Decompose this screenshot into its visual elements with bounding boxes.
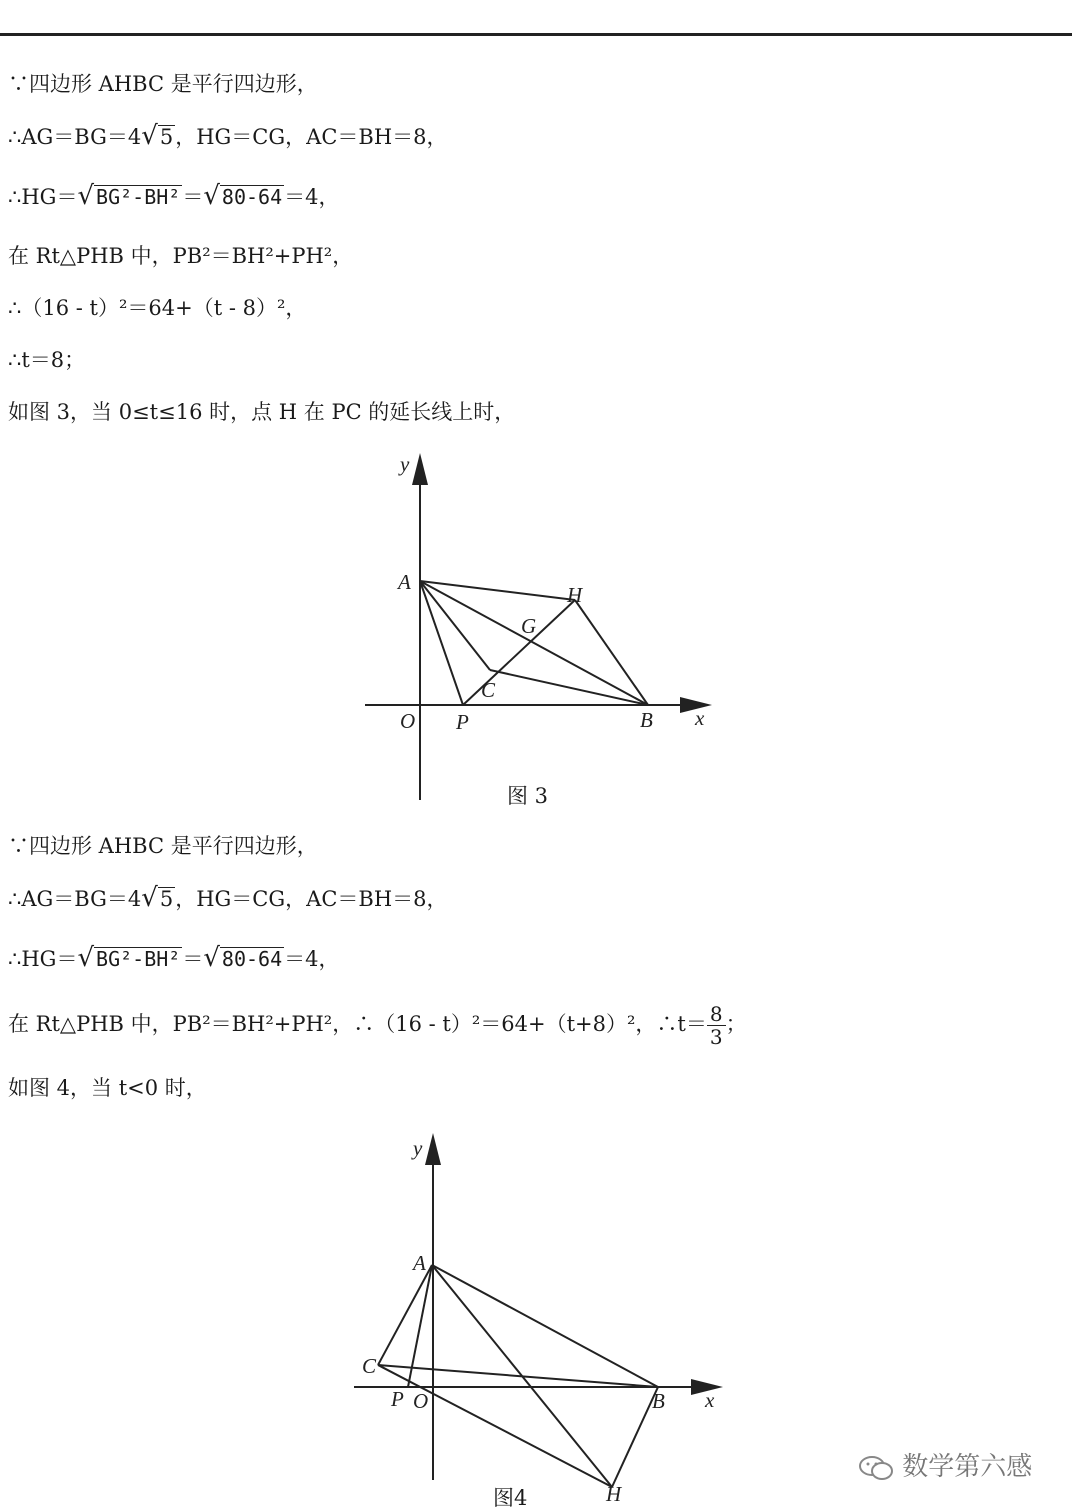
watermark xyxy=(858,1446,1032,1483)
label-G: G xyxy=(521,614,537,638)
watermark-text: 数学第六感 xyxy=(902,1452,1033,1482)
top-rule xyxy=(0,33,1072,36)
figure-3-caption: 图 3 xyxy=(507,784,549,808)
radical-sign: √ xyxy=(141,883,158,913)
segment-AC xyxy=(378,1265,432,1365)
text-line: 在 Rt△PHB 中，PB²＝BH²+PH²， xyxy=(8,244,354,268)
label-y: y xyxy=(400,452,410,476)
segment-CH xyxy=(378,1365,612,1487)
text-segment: ＝4， xyxy=(284,947,340,971)
text-segment: ∴AG＝BG＝4 xyxy=(8,887,142,911)
text-line xyxy=(8,1003,747,1048)
text-line: ∴t＝8； xyxy=(8,348,86,372)
label-O: O xyxy=(413,1389,429,1413)
text-line: ∵四边形 AHBC 是平行四边形， xyxy=(8,72,318,96)
text-line xyxy=(8,122,448,151)
segment-CB xyxy=(378,1365,658,1387)
text-line: ∴（16 - t）²＝64+（t - 8）²， xyxy=(8,296,307,320)
text-line: 如图 3，当 0≤t≤16 时，点 H 在 PC 的延长线上时， xyxy=(8,400,516,424)
radical-sign: √ xyxy=(141,121,158,151)
label-P: P xyxy=(391,1387,404,1411)
text-segment: ＝ xyxy=(182,947,204,971)
wechat-icon xyxy=(858,1454,894,1482)
fraction-numerator: 8 xyxy=(707,1003,726,1026)
radicand: BG²-BH² xyxy=(96,185,181,209)
radical-sign: √ xyxy=(203,943,220,973)
label-H: H xyxy=(567,583,583,607)
segment-PH xyxy=(463,600,575,705)
label-O: O xyxy=(400,709,416,733)
label-A: A xyxy=(413,1251,426,1275)
text-segment: 在 Rt△PHB 中，PB²＝BH²+PH²，∴（16 - t）²＝64+（t+8）²，∴t＝ xyxy=(8,1012,707,1036)
radicand: 5 xyxy=(159,125,174,149)
segment-HB xyxy=(575,600,648,705)
segment-AB xyxy=(432,1265,658,1387)
text-line: 如图 4，当 t<0 时， xyxy=(8,1076,207,1100)
text-segment: ＝4， xyxy=(284,185,340,209)
segment-AH xyxy=(420,581,575,600)
figure-4-caption: 图4 xyxy=(493,1486,528,1510)
label-x: x xyxy=(705,1388,715,1412)
label-y: y xyxy=(413,1136,423,1160)
label-H: H xyxy=(606,1482,622,1506)
label-C: C xyxy=(481,678,496,702)
text-segment: ； xyxy=(725,1012,747,1036)
radical-sign: √ xyxy=(77,943,95,973)
text-segment: ∴AG＝BG＝4 xyxy=(8,125,142,149)
radicand: 80-64 xyxy=(221,947,283,971)
segment-AC xyxy=(420,581,490,670)
text-segment: ＝ xyxy=(182,185,204,209)
label-A: A xyxy=(398,570,411,594)
text-line: ∵四边形 AHBC 是平行四边形， xyxy=(8,834,318,858)
text-line xyxy=(8,944,340,973)
radicand: 80-64 xyxy=(221,185,283,209)
radicand: 5 xyxy=(159,887,174,911)
text-segment: ，HG＝CG，AC＝BH＝8， xyxy=(175,125,448,149)
figure-3 xyxy=(350,445,730,805)
text-line xyxy=(8,884,448,913)
label-x: x xyxy=(695,706,705,730)
label-B: B xyxy=(652,1389,665,1413)
label-C: C xyxy=(362,1354,377,1378)
text-segment: ∴HG＝ xyxy=(8,947,78,971)
text-segment: ，HG＝CG，AC＝BH＝8， xyxy=(175,887,448,911)
segment-CB xyxy=(490,670,648,705)
fraction xyxy=(707,1003,726,1048)
radicand: BG²-BH² xyxy=(96,947,181,971)
label-B: B xyxy=(640,708,653,732)
segment-AB xyxy=(420,581,648,705)
y-axis-arrow xyxy=(425,1133,441,1165)
y-axis-arrow xyxy=(412,453,428,485)
segment-AP xyxy=(420,581,463,705)
figure-4 xyxy=(340,1125,740,1510)
radical-sign: √ xyxy=(203,181,220,211)
fraction-denominator: 3 xyxy=(709,1025,723,1049)
radical-sign: √ xyxy=(77,181,95,211)
label-P: P xyxy=(456,710,469,734)
text-line xyxy=(8,182,340,211)
text-segment: ∴HG＝ xyxy=(8,185,78,209)
